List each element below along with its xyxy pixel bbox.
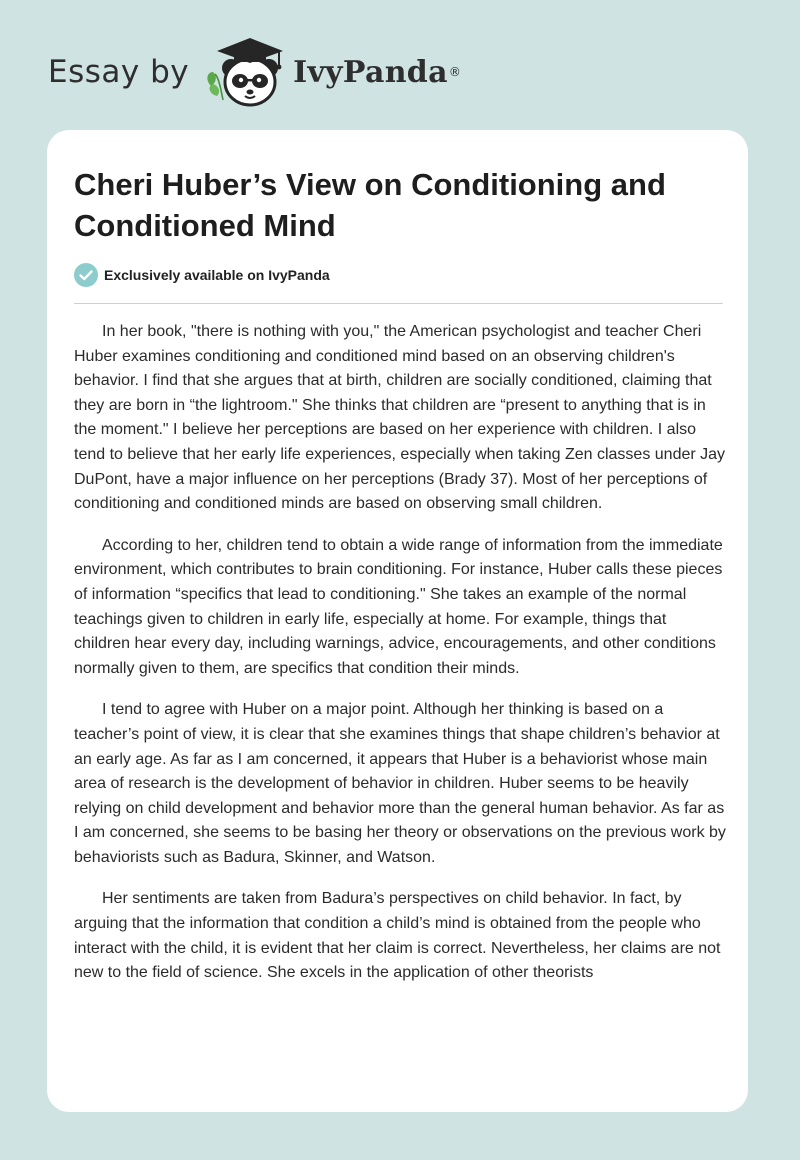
essay-paragraph: Her sentiments are taken from Badura’s perspectives on child behavior. In fact, by arguing that the information that condition a child’s mind is obtained from the people who interact with the child, it is evident that her claim is correct. Nevertheless, her claims are not new to the field of science. She excels in the application of other theorists <box>74 890 721 982</box>
brand-name: IvyPanda <box>293 54 448 90</box>
essay-paragraph: I tend to agree with Huber on a major point. Although her thinking is based on a teacher’s point of view, it is clear that she examines things that shape children’s behavior at an early age. As far as I am concerned, it appears that Huber is a behaviorist whose main area of research is the development of behavior in children. Huber seems to be heavily relying on child development and behavior more than the general human behavior. As far as I am concerned, she seems to be basing her theory or observations on the previous work by behaviorists such as Badura, Skinner, and Watson. <box>74 701 726 866</box>
essay-title: Cheri Huber’s View on Conditioning and Conditioned Mind <box>74 167 666 243</box>
divider <box>74 303 723 304</box>
essay-body <box>74 320 726 1003</box>
essay-card <box>47 130 748 1112</box>
exclusive-badge-text: Exclusively available on IvyPanda <box>104 267 330 283</box>
panda-graduate-logo-icon <box>203 34 287 110</box>
brand-header[interactable] <box>48 34 461 110</box>
essay-by-label: Essay by <box>48 54 190 90</box>
checkmark-circle-icon <box>74 263 98 287</box>
exclusive-badge <box>74 263 330 287</box>
essay-paragraph: According to her, children tend to obtain a wide range of information from the immediate environment, which contributes to brain conditioning. For instance, Huber calls these pieces of information “specifics that lead to conditioning." She takes an example of the normal teachings given to children in early life, especially at home. For example, things that children hear every day, including warnings, advice, encouragements, and other conditions normally given to them, are specifics that condition their minds. <box>74 536 723 677</box>
essay-paragraph: In her book, "there is nothing with you," the American psychologist and teacher Cheri Huber examines conditioning and conditioned mind based on an observing children's behavior. I find that she argues that at birth, children are socially conditioned, claiming that they are born in “the lightroom." She thinks that children are “present to anything that is in the moment." I believe her perceptions are based on her experience with children. I also tend to believe that her early life experiences, especially when taking Zen classes under Jay DuPont, have a major influence on her perceptions (Brady 37). Most of her perceptions of conditioning and conditioned minds are based on observing small children. <box>74 323 726 513</box>
registered-mark: ® <box>448 65 461 79</box>
